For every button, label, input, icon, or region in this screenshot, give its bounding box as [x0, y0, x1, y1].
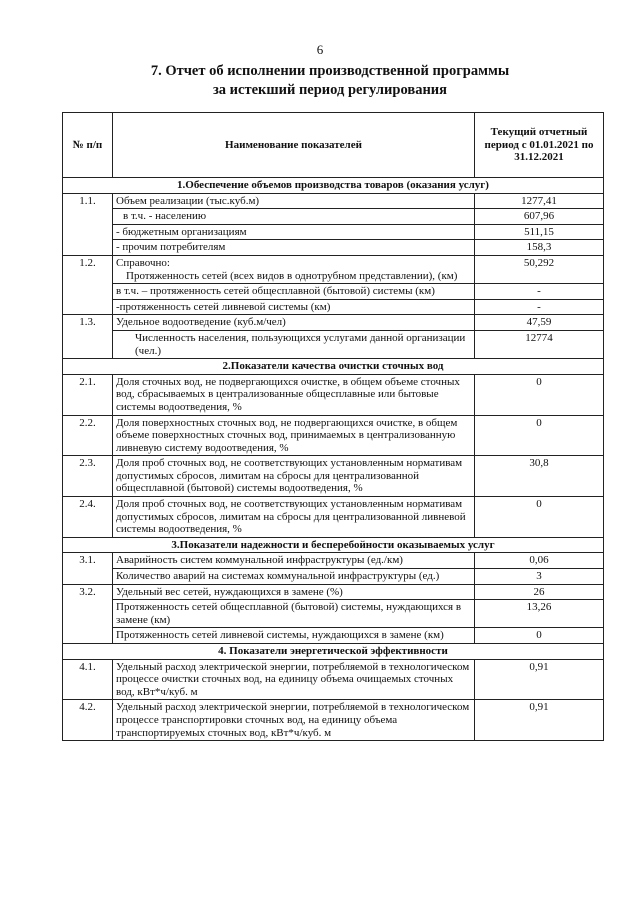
- section-row: [63, 644, 604, 660]
- table-row: [63, 255, 604, 283]
- table-row: [63, 330, 604, 358]
- row-name: Количество аварий на системах коммунальной инфраструктуры (ед.): [113, 569, 475, 585]
- row-value: 12774: [475, 330, 604, 358]
- table-row: [63, 600, 604, 628]
- row-name: Доля поверхностных сточных вод, не подвергающихся очистке, в общем объеме поверхностных сточных вод, принимаемых в централизованную ливневую систему водоотведения, %: [113, 415, 475, 456]
- row-name: - бюджетным организациям: [113, 224, 475, 240]
- table-row: [63, 240, 604, 256]
- table-row: [63, 193, 604, 209]
- table-header-row: [63, 113, 604, 178]
- section-title: 4. Показатели энергетической эффективности: [63, 644, 604, 660]
- section-title: 1.Обеспечение объемов производства товаров (оказания услуг): [63, 178, 604, 194]
- report-title: [60, 62, 600, 100]
- row-value: 26: [475, 584, 604, 600]
- row-value: -: [475, 284, 604, 300]
- row-name-part-b: Протяженность сетей (всех видов в однотрубном представлении), (км): [126, 269, 458, 282]
- row-value: 158,3: [475, 240, 604, 256]
- row-name: Удельный расход электрической энергии, потребляемой в технологическом процессе очистки сточных вод, на единицу объема очищаемых сточных вод, кВт*ч/куб. м: [113, 659, 475, 700]
- page-number: 6: [316, 42, 324, 57]
- table-row: [63, 284, 604, 300]
- row-num: 1.2.: [63, 255, 113, 314]
- row-value: 0: [475, 415, 604, 456]
- row-name-part-a: Справочно:: [116, 256, 170, 269]
- table-row: [63, 569, 604, 585]
- row-value: 0,91: [475, 659, 604, 700]
- row-name: [113, 255, 475, 283]
- row-num: 1.1.: [63, 193, 113, 255]
- row-name: - прочим потребителям: [113, 240, 475, 256]
- row-value: 30,8: [475, 456, 604, 497]
- title-line-2: за истекший период регулирования: [212, 82, 448, 98]
- row-num: 1.3.: [63, 315, 113, 359]
- row-name: Доля проб сточных вод, не соответствующих установленным нормативам допустимых сбросов, лимитам на сбросы для централизованной ливневой системы водоотведения, %: [113, 497, 475, 538]
- row-num: 2.4.: [63, 497, 113, 538]
- row-name: Доля сточных вод, не подвергающихся очистке, в общем объеме сточных вод, сбрасываемых в централизованные общесплавные или бытовые системы водоотведения, %: [113, 374, 475, 415]
- row-value: 0,91: [475, 700, 604, 741]
- row-value: 0: [475, 374, 604, 415]
- row-num: 2.2.: [63, 415, 113, 456]
- title-line-1: 7. Отчет об исполнении производственной программы: [150, 63, 510, 79]
- table-row: [63, 456, 604, 497]
- table-row: [63, 584, 604, 600]
- section-title: 2.Показатели качества очистки сточных вод: [63, 359, 604, 375]
- header-name: Наименование показателей: [113, 113, 475, 178]
- table-row: [63, 497, 604, 538]
- row-value: 0: [475, 628, 604, 644]
- table-row: [63, 315, 604, 331]
- row-num: 4.1.: [63, 659, 113, 700]
- table-row: [63, 628, 604, 644]
- row-name: Численность населения, пользующихся услугами данной организации (чел.): [113, 330, 475, 358]
- row-name: Аварийность систем коммунальной инфраструктуры (ед./км): [113, 553, 475, 569]
- row-num: 2.1.: [63, 374, 113, 415]
- table-row: [63, 299, 604, 315]
- table-row: [63, 209, 604, 225]
- row-value: 1277,41: [475, 193, 604, 209]
- row-name: Протяженность сетей общесплавной (бытовой) системы, нуждающихся в замене (км): [113, 600, 475, 628]
- row-num: 2.3.: [63, 456, 113, 497]
- row-name: в т.ч. - населению: [113, 209, 475, 225]
- row-value: 0: [475, 497, 604, 538]
- table-row: [63, 415, 604, 456]
- section-row: [63, 359, 604, 375]
- row-value: 50,292: [475, 255, 604, 283]
- row-num: 3.2.: [63, 584, 113, 643]
- header-num: № п/п: [63, 113, 113, 178]
- row-name: Объем реализации (тыс.куб.м): [113, 193, 475, 209]
- row-value: 511,15: [475, 224, 604, 240]
- table-row: [63, 700, 604, 741]
- table-row: [63, 659, 604, 700]
- table-row: [63, 553, 604, 569]
- row-value: 3: [475, 569, 604, 585]
- row-name: -протяженность сетей ливневой системы (км): [113, 299, 475, 315]
- row-name: Удельный вес сетей, нуждающихся в замене (%): [113, 584, 475, 600]
- section-title: 3.Показатели надежности и бесперебойности оказываемых услуг: [63, 537, 604, 553]
- row-value: 13,26: [475, 600, 604, 628]
- report-table: [62, 112, 604, 741]
- row-num: 3.1.: [63, 553, 113, 584]
- table-row: [63, 374, 604, 415]
- row-value: -: [475, 299, 604, 315]
- header-period: Текущий отчетный период с 01.01.2021 по 31.12.2021: [475, 113, 604, 178]
- row-name: Доля проб сточных вод, не соответствующих установленным нормативам допустимых сбросов, лимитам на сбросы для централизованной общесплавной (бытовой) системы водоотведения, %: [113, 456, 475, 497]
- section-row: [63, 537, 604, 553]
- row-value: 607,96: [475, 209, 604, 225]
- row-name: Удельный расход электрической энергии, потребляемой в технологическом процессе транспортировки сточных вод, на единицу объема транспортируемых сточных вод, кВт*ч/куб. м: [113, 700, 475, 741]
- row-value: 0,06: [475, 553, 604, 569]
- row-name: в т.ч. – протяженность сетей общесплавной (бытовой) системы (км): [113, 284, 475, 300]
- row-value: 47,59: [475, 315, 604, 331]
- table-row: [63, 224, 604, 240]
- row-name: Протяженность сетей ливневой системы, нуждающихся в замене (км): [113, 628, 475, 644]
- row-name: Удельное водоотведение (куб.м/чел): [113, 315, 475, 331]
- row-num: 4.2.: [63, 700, 113, 741]
- section-row: [63, 178, 604, 194]
